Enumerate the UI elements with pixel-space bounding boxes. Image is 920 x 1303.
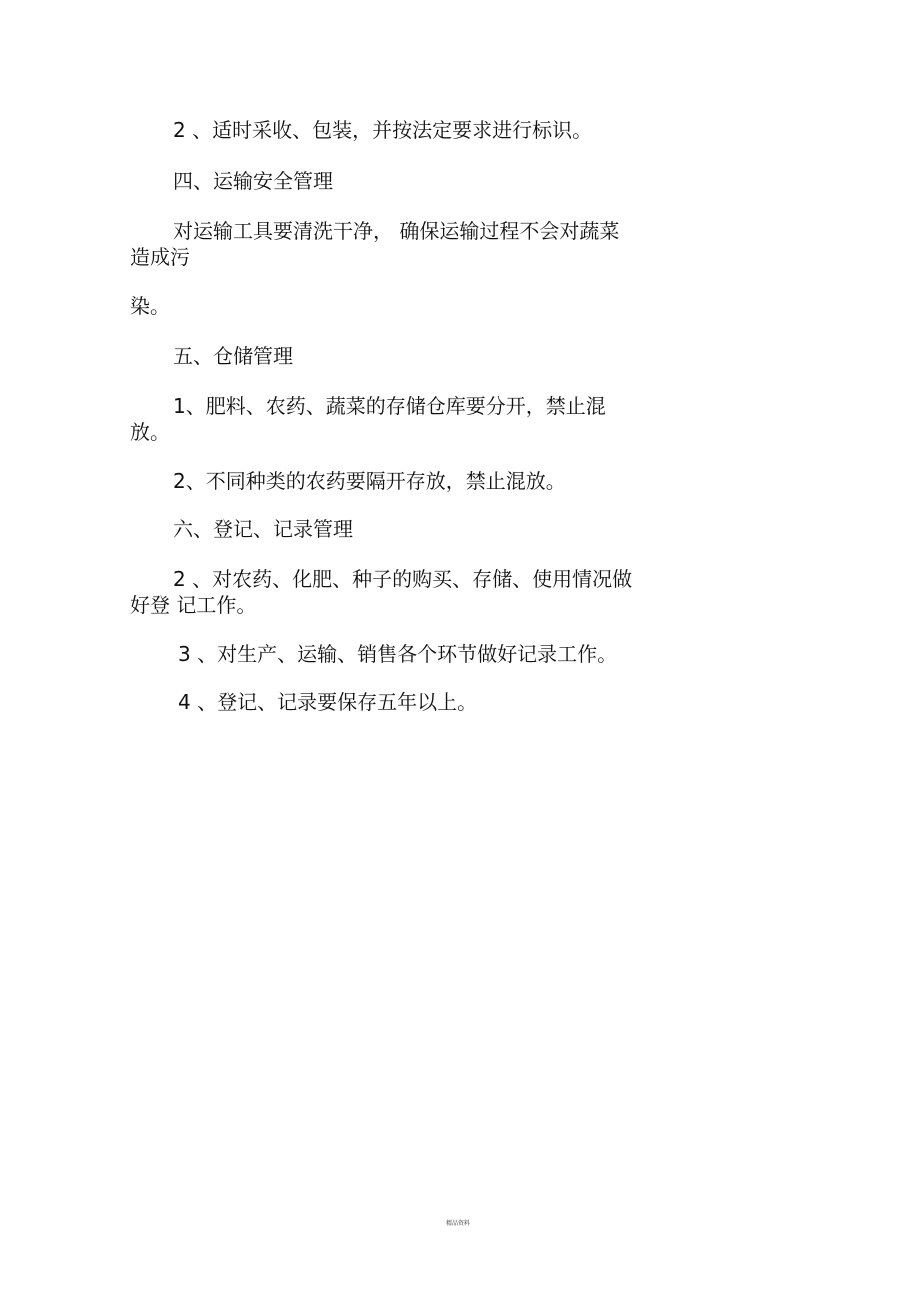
paragraph-storage-2: 2、不同种类的农药要隔开存放，禁止混放。 <box>173 469 566 493</box>
paragraph-transport-line-1: 对运输工具要清洗干净， 确保运输过程不会对蔬菜 <box>173 219 620 243</box>
paragraph-records-3: 3 、对生产、运输、销售各个环节做好记录工作。 <box>178 642 618 666</box>
paragraph-storage-1-line-1: 1、肥料、农药、蔬菜的存储仓库要分开，禁止混 <box>173 394 606 418</box>
paragraph-records-4: 4 、登记、记录要保存五年以上。 <box>178 690 478 714</box>
paragraph-records-2-line-1: 2 、对农药、化肥、种子的购买、存储、使用情况做 <box>173 567 633 591</box>
paragraph-transport-line-3: 染。 <box>130 294 170 318</box>
page-footer: 精品资料 <box>446 1220 471 1227</box>
paragraph-storage-1-line-2: 放。 <box>130 420 170 444</box>
paragraph-records-2-line-2: 好登 记工作。 <box>130 593 257 617</box>
paragraph-harvest-packaging: 2 、适时采收、包装，并按法定要求进行标识。 <box>173 118 593 142</box>
paragraph-transport-line-2: 造成污 <box>130 245 190 269</box>
heading-storage-management: 五、仓储管理 <box>173 344 293 368</box>
heading-registration-records: 六、登记、记录管理 <box>173 517 353 541</box>
heading-transport-safety: 四、运输安全管理 <box>173 169 333 193</box>
